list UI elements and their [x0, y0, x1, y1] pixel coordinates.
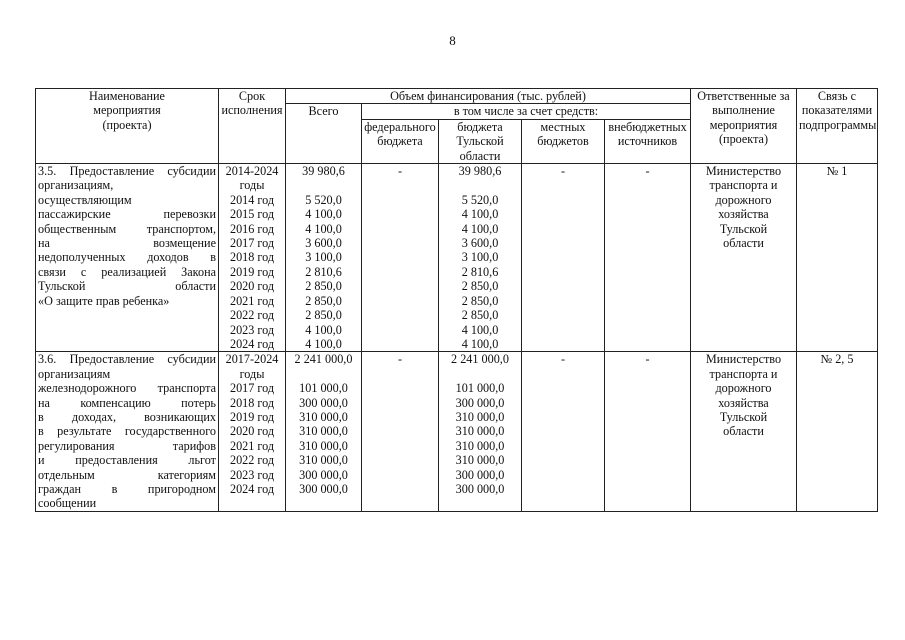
total-value: 5 520,0 — [305, 192, 342, 207]
total-value: 300 000,0 — [299, 481, 348, 496]
term-value: 2019 год — [229, 264, 275, 279]
responsible-cell — [691, 352, 797, 511]
total-value: 3 100,0 — [305, 250, 342, 265]
measure-name-line: «О защите прав ребенка» — [38, 293, 170, 308]
term-cell — [219, 164, 286, 352]
regional-value: 4 100,0 — [461, 221, 499, 236]
regional-value: 2 241 000,0 — [451, 352, 509, 367]
header-term — [219, 89, 286, 164]
total-value: 310 000,0 — [299, 438, 348, 453]
indicator-link-cell: № 2, 5 — [797, 352, 878, 511]
total-value: 300 000,0 — [299, 467, 348, 482]
regional-cell — [439, 352, 522, 511]
regional-value: 2 850,0 — [461, 308, 499, 323]
total-value: 310 000,0 — [299, 409, 348, 424]
measure-name-line: организациям — [38, 366, 111, 381]
header-row-1 — [36, 89, 878, 104]
responsible-line: области — [723, 236, 764, 251]
header-line: источников — [617, 134, 678, 149]
term-list — [221, 352, 283, 496]
header-local — [522, 119, 605, 163]
header-line: Ответственные за — [697, 89, 790, 103]
responsible-line: Министерство — [705, 352, 782, 367]
regional-list — [441, 352, 519, 496]
responsible-line: дорожного — [715, 381, 772, 396]
responsible-line: области — [723, 424, 764, 439]
term-value: 2017-2024 — [225, 352, 279, 367]
header-line: (проекта) — [718, 132, 769, 147]
header-line: исполнения — [221, 103, 283, 118]
header-line: бюджета — [457, 119, 503, 134]
term-value: 2022 год — [229, 453, 275, 468]
measure-name-line: недополученных доходов в — [38, 250, 216, 265]
total-value: 2 850,0 — [305, 293, 342, 308]
table-row — [36, 352, 878, 511]
regional-cell — [439, 164, 522, 352]
term-value: 2020 год — [229, 424, 275, 439]
measure-name-line: и предоставления льгот — [38, 453, 216, 468]
header-line: Срок — [238, 89, 266, 103]
responsible-list — [693, 352, 794, 438]
term-value: 2018 год — [229, 395, 275, 410]
header-line: Наименование — [89, 89, 165, 103]
header-extra — [605, 119, 691, 163]
header-line: области — [459, 148, 501, 163]
responsible-line: транспорта и — [709, 178, 778, 193]
responsible-line: транспорта и — [709, 366, 778, 381]
extra-cell: - — [605, 352, 691, 511]
header-name — [36, 89, 219, 164]
term-value: 2014 год — [229, 192, 275, 207]
term-value: 2024 год — [229, 336, 275, 351]
total-value — [288, 367, 359, 381]
regional-value: 5 520,0 — [461, 192, 499, 207]
measure-name-line: Тульской области — [38, 279, 216, 294]
term-value: 2014-2024 — [225, 164, 279, 179]
total-value: 2 810,6 — [305, 264, 342, 279]
measure-name-line: отдельным категориям — [38, 467, 216, 482]
total-value: 310 000,0 — [299, 424, 348, 439]
measure-name-line: связи с реализацией Закона — [38, 264, 216, 279]
header-funding: Объем финансирования (тыс. рублей) — [286, 89, 691, 104]
regional-value: 310 000,0 — [455, 424, 505, 439]
total-value: 4 100,0 — [305, 221, 342, 236]
regional-value: 310 000,0 — [455, 409, 505, 424]
total-value — [288, 178, 359, 192]
term-value: 2018 год — [229, 250, 275, 265]
regional-value — [441, 178, 519, 192]
responsible-cell — [691, 164, 797, 352]
total-list — [288, 352, 359, 496]
federal-cell: - — [362, 164, 439, 352]
responsible-line: Министерство — [705, 164, 782, 179]
measure-name-line: граждан в пригородном — [38, 481, 216, 496]
responsible-line: Тульской — [719, 221, 768, 236]
header-line: внебюджетных — [608, 119, 687, 134]
header-federal — [362, 119, 439, 163]
regional-value: 3 600,0 — [461, 236, 499, 251]
term-value: 2024 год — [229, 481, 275, 496]
term-value: 2021 год — [229, 293, 275, 308]
header-line: местных — [540, 119, 586, 134]
total-value: 101 000,0 — [299, 381, 348, 396]
regional-value: 101 000,0 — [455, 381, 505, 396]
term-value: 2016 год — [229, 221, 275, 236]
total-value: 310 000,0 — [299, 453, 348, 468]
regional-value: 39 980,6 — [458, 164, 502, 179]
header-line: федерального — [364, 119, 436, 134]
total-value: 300 000,0 — [299, 395, 348, 410]
term-cell — [219, 352, 286, 511]
term-value: 2023 год — [229, 322, 275, 337]
total-value: 4 100,0 — [305, 336, 342, 351]
regional-value: 2 850,0 — [461, 293, 499, 308]
regional-value: 2 810,6 — [461, 264, 499, 279]
measure-name-line: организациям, — [38, 178, 114, 193]
responsible-line: дорожного — [715, 192, 772, 207]
term-value: годы — [239, 366, 265, 381]
header-line: мероприятия — [709, 117, 778, 132]
measure-name-line: общественным транспортом, — [38, 221, 216, 236]
regional-value: 300 000,0 — [455, 395, 505, 410]
responsible-line: Тульской — [719, 409, 768, 424]
regional-value: 4 100,0 — [461, 207, 499, 222]
responsible-line: хозяйства — [718, 207, 769, 222]
measure-name-line: в доходах, возникающих — [38, 409, 216, 424]
total-list — [288, 164, 359, 351]
header-including: в том числе за счет средств: — [362, 104, 691, 119]
regional-value: 300 000,0 — [455, 481, 505, 496]
measure-name-cell — [36, 164, 219, 352]
header-line: показателями — [801, 103, 873, 118]
total-value: 3 600,0 — [305, 236, 342, 251]
measure-name-line: осуществляющим — [38, 192, 132, 207]
total-cell — [286, 164, 362, 352]
total-value: 4 100,0 — [305, 207, 342, 222]
regional-list — [441, 164, 519, 351]
term-value: 2022 год — [229, 308, 275, 323]
local-cell: - — [522, 352, 605, 511]
header-line: выполнение — [712, 103, 775, 118]
header-line: Тульской — [456, 134, 504, 149]
table-row — [36, 164, 878, 352]
term-value: 2019 год — [229, 409, 275, 424]
header-line: подпрограммы — [799, 117, 877, 132]
measure-name-line: железнодорожного транспорта — [38, 381, 216, 396]
term-value: 2015 год — [229, 207, 275, 222]
measure-name-line: сообщении — [38, 496, 97, 511]
measure-name-line: в результате государственного — [38, 424, 216, 439]
regional-value: 4 100,0 — [461, 336, 499, 351]
term-value: 2023 год — [229, 467, 275, 482]
regional-value — [441, 367, 519, 381]
measure-name-cell — [36, 352, 219, 511]
total-value: 2 241 000,0 — [294, 352, 353, 367]
extra-cell: - — [605, 164, 691, 352]
responsible-line: хозяйства — [718, 395, 769, 410]
term-value: 2017 год — [229, 381, 275, 396]
regional-value: 310 000,0 — [455, 438, 505, 453]
indicator-link-cell: № 1 — [797, 164, 878, 352]
page-number: 8 — [449, 33, 456, 48]
header-line: мероприятия — [93, 103, 161, 118]
header-line: бюджета — [377, 134, 423, 149]
total-value: 2 850,0 — [305, 308, 342, 323]
term-value: 2021 год — [229, 438, 275, 453]
regional-value: 3 100,0 — [461, 250, 499, 265]
total-value: 2 850,0 — [305, 279, 342, 294]
regional-value: 4 100,0 — [461, 322, 499, 337]
measure-name-line: регулирования тарифов — [38, 438, 216, 453]
regional-value: 300 000,0 — [455, 467, 505, 482]
measure-name-line: 3.6. Предоставление субсидии — [38, 352, 216, 367]
header-regional — [439, 119, 522, 163]
regional-value: 2 850,0 — [461, 279, 499, 294]
term-value: годы — [239, 178, 265, 193]
measure-name-line: 3.5. Предоставление субсидии — [38, 164, 216, 179]
measure-name-line: на возмещение — [38, 236, 216, 251]
term-value: 2020 год — [229, 279, 275, 294]
local-cell: - — [522, 164, 605, 352]
total-cell — [286, 352, 362, 511]
header-total: Всего — [286, 104, 362, 164]
funding-table — [35, 88, 878, 512]
header-responsible — [691, 89, 797, 164]
header-line: Связь с — [817, 89, 857, 103]
term-list — [221, 164, 283, 351]
header-line: (проекта) — [102, 117, 152, 132]
term-value: 2017 год — [229, 236, 275, 251]
responsible-list — [693, 164, 794, 250]
measure-name-line: на компенсацию потерь — [38, 395, 216, 410]
total-value: 4 100,0 — [305, 322, 342, 337]
header-link — [797, 89, 878, 164]
measure-name-line: пассажирские перевозки — [38, 207, 216, 222]
federal-cell: - — [362, 352, 439, 511]
total-value: 39 980,6 — [302, 164, 345, 179]
header-line: бюджетов — [537, 134, 589, 149]
regional-value: 310 000,0 — [455, 453, 505, 468]
